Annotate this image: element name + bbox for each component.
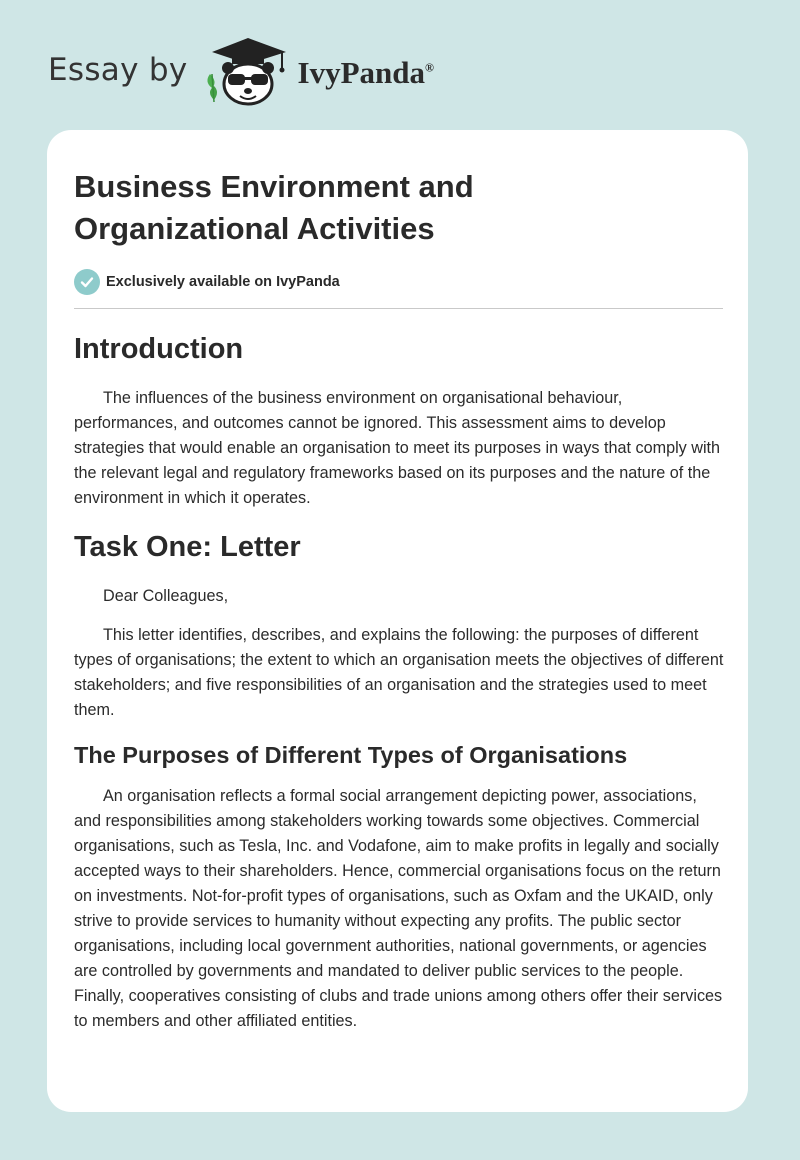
title-line-2: Organizational Activities bbox=[74, 211, 435, 246]
brand-prefix: Essay by bbox=[48, 52, 188, 88]
essay-content bbox=[74, 130, 724, 1034]
badge-text: Exclusively available on IvyPanda bbox=[106, 274, 340, 290]
exclusive-badge bbox=[74, 268, 724, 296]
brand-header bbox=[48, 36, 434, 108]
paragraph-purposes: An organisation reflects a formal social arrangement depicting power, associations, and responsibilities among stakeholders working towards some objectives. Commercial organisations, such as Tesla, Inc. and Vodafone, aim to make profits in legally and socially accepted ways to their shareholders. Hence, commercial organisations focus on the return on investments. Not-for-profit types of organisations, such as Oxfam and the UKAID, only strive to provide services to humanity without expecting any profits. The public sector organisations, including local government authorities, national governments, or agencies are controlled by governments and mandated to deliver public services to the people. Finally, cooperatives consisting of clubs and trade unions among others offer their services to members and other affiliated entities. bbox=[74, 787, 723, 1030]
paragraph-introduction: The influences of the business environment on organisational behaviour, performances, and outcomes cannot be ignored. This assessment aims to develop strategies that would enable an organisation to meet its purposes in ways that comply with the relevant legal and regulatory frameworks based on its purposes and the nature of the environment in which it operates. bbox=[74, 389, 721, 507]
salutation: Dear Colleagues, bbox=[103, 587, 229, 605]
paragraph-task-one: This letter identifies, describes, and explains the following: the purposes of different types of organisations; the extent to which an organisation meets the objectives of different stakeholders; and five responsibilities of an organisation and the strategies used to meet them. bbox=[74, 626, 724, 719]
divider bbox=[74, 308, 723, 309]
heading-purposes: The Purposes of Different Types of Organisations bbox=[74, 742, 628, 768]
essay-card bbox=[47, 130, 748, 1112]
check-icon bbox=[74, 269, 100, 295]
heading-task-one: Task One: Letter bbox=[74, 531, 301, 563]
ivypanda-logo-icon[interactable] bbox=[202, 34, 294, 111]
title-line-1: Business Environment and bbox=[74, 169, 474, 204]
brand-name-text: IvyPanda bbox=[297, 55, 425, 90]
registered-mark: ® bbox=[425, 60, 434, 75]
page-title bbox=[74, 166, 724, 250]
brand-name[interactable] bbox=[298, 55, 434, 91]
heading-introduction: Introduction bbox=[74, 333, 244, 365]
